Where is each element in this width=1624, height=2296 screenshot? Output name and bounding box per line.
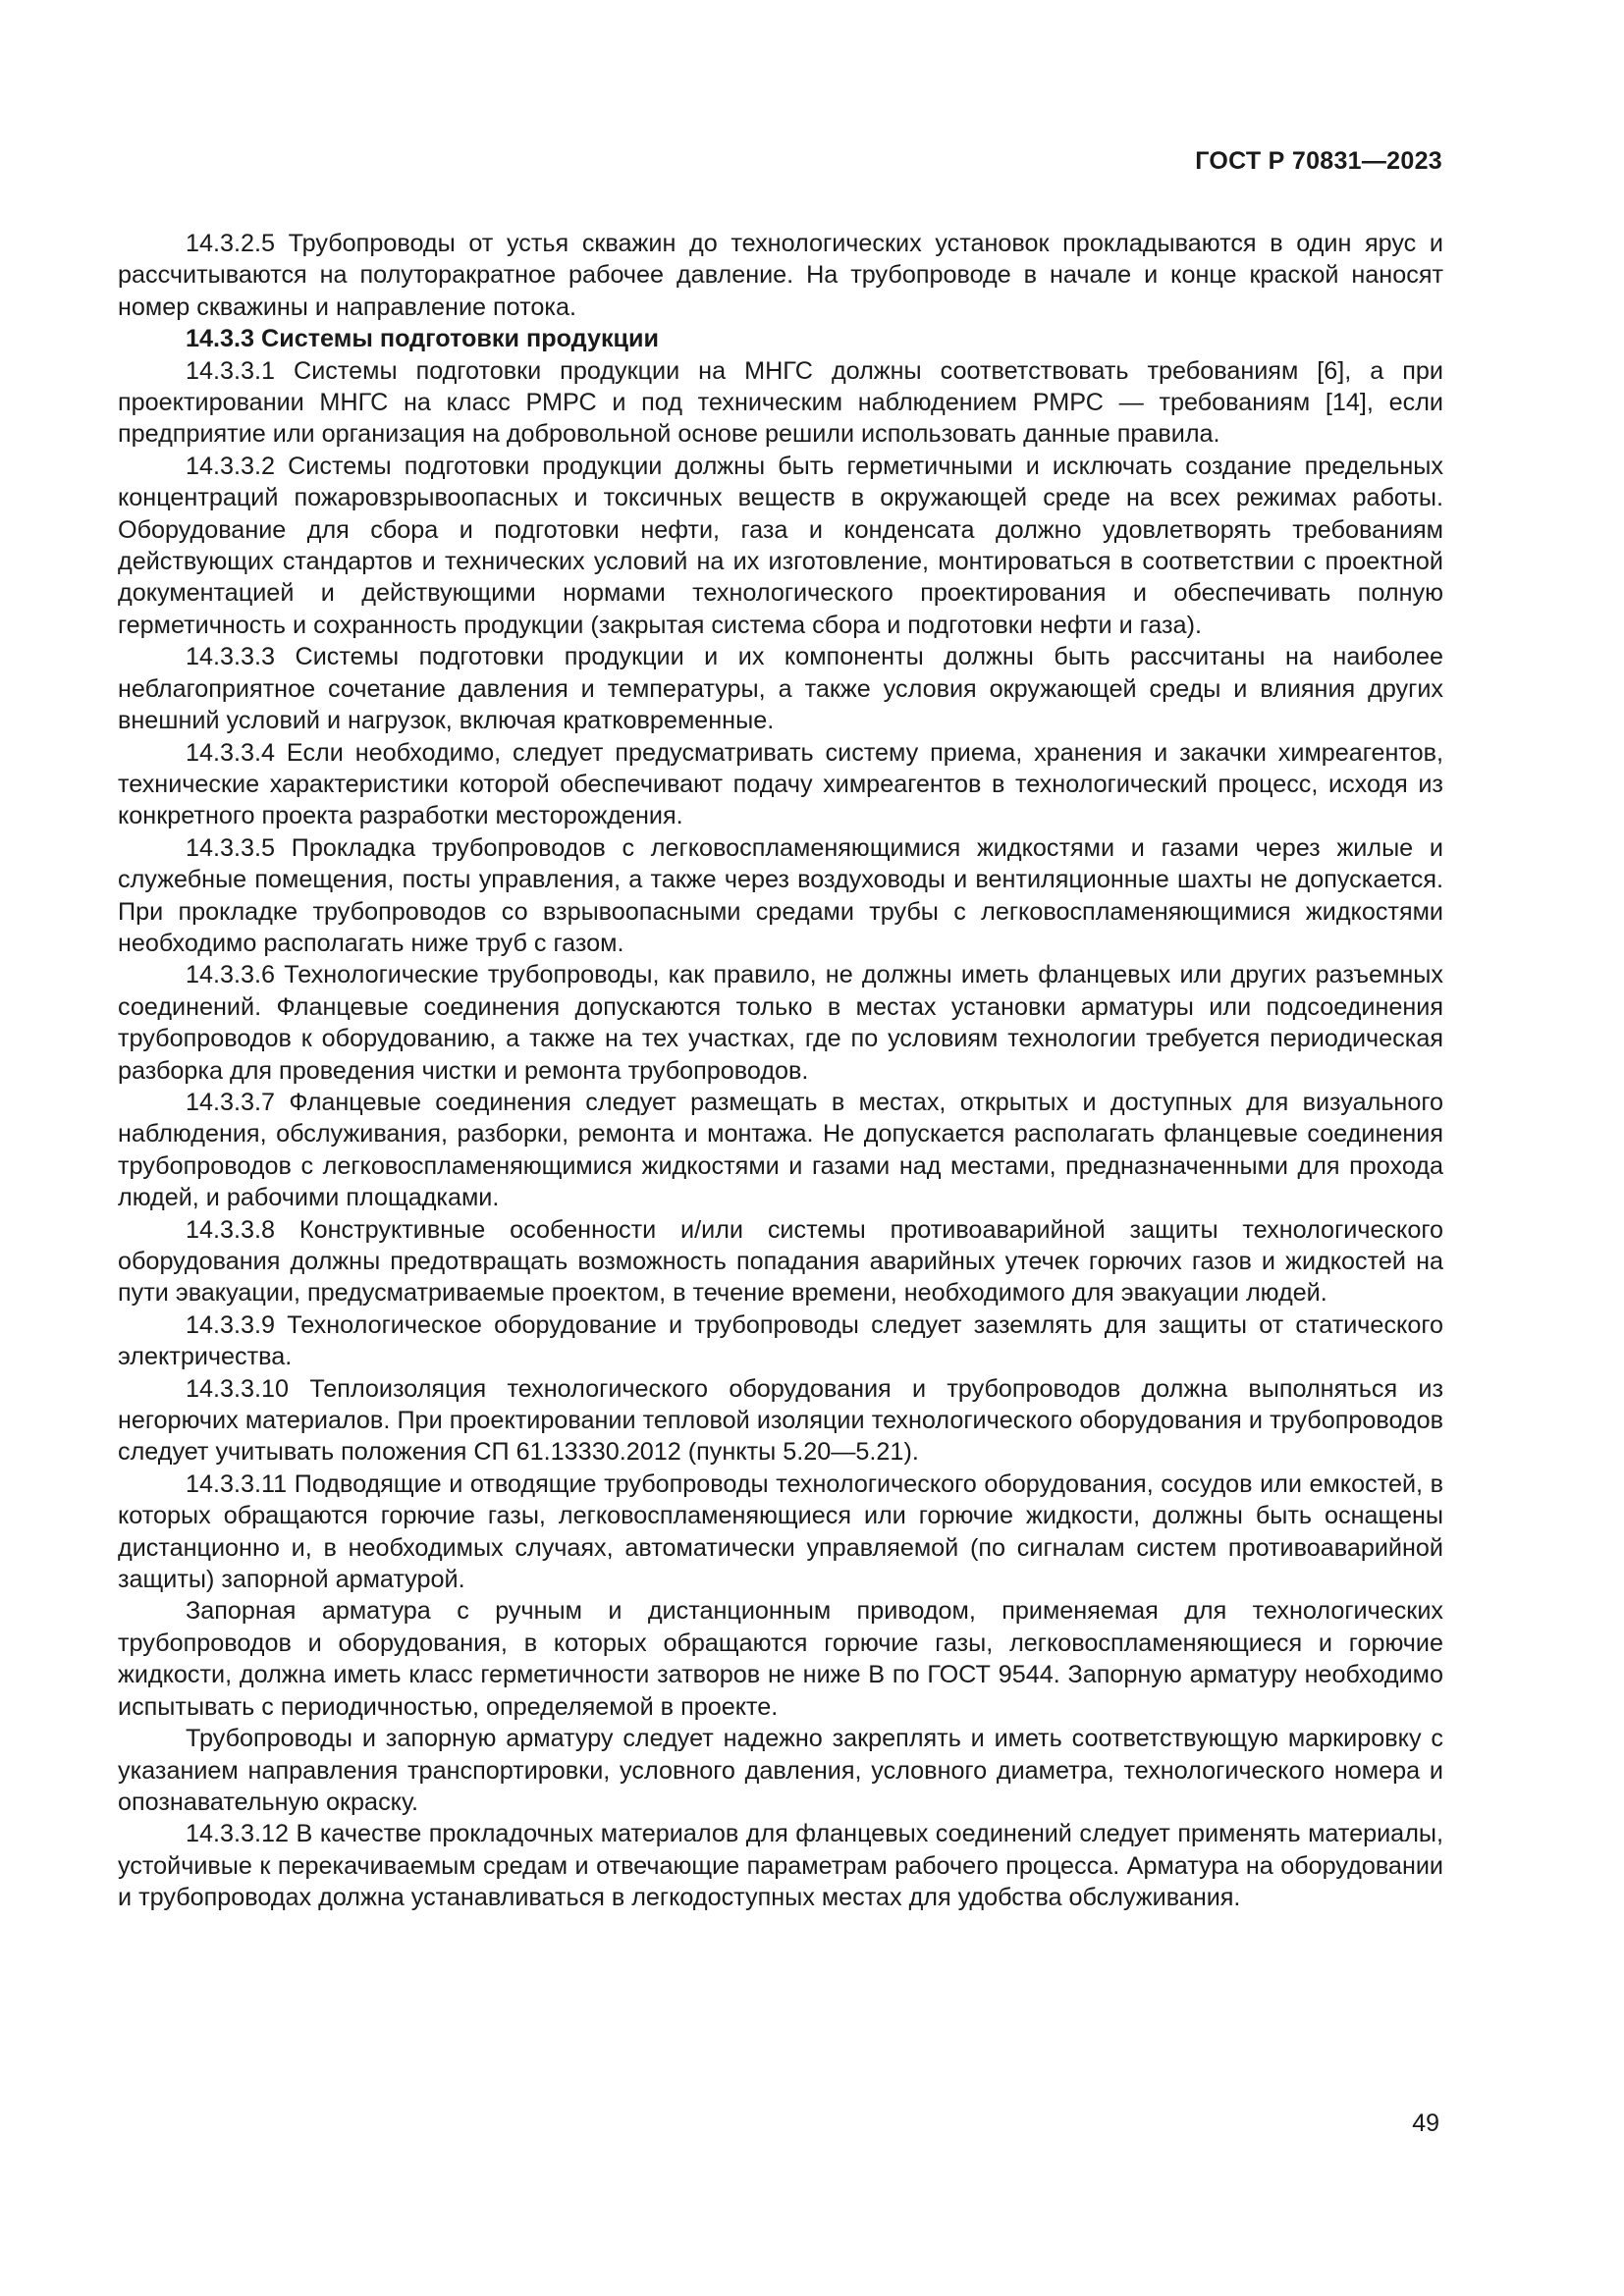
section-heading-14-3-3: 14.3.3 Системы подготовки продукции	[186, 325, 660, 353]
page-number: 49	[1412, 2109, 1439, 2137]
document-body	[118, 228, 1443, 1914]
paragraph-14-3-2-5: 14.3.2.5 Трубопроводы от устья скважин до технологических установок прокладываются в один ярус и рассчитываются на полуторакратное рабочее давление. На трубопроводе в начале и конце краской наносят номер скважины и направление потока.	[118, 230, 1443, 321]
paragraph-14-3-3-2: 14.3.3.2 Системы подготовки продукции должны быть герметичными и исключать создание предельных концентраций пожаровзрывоопасных и токсичных веществ в окружающей среде на всех режимах работы. Оборудование для сбора и подготовки нефти, газа и конденсата должно удовлетворять требованиям действующих стандартов и технических условий на их изготовление, монтироваться в соответствии с проектной документацией и действующими нормами технологического проектирования и обеспечивать полную герметичность и сохранность продукции (закрытая система сбора и подготовки нефти и газа).	[118, 452, 1443, 639]
paragraph-14-3-3-8: 14.3.3.8 Конструктивные особенности и/или системы противоаварийной защиты технологического оборудования должны предотвращать возможность попадания аварийных утечек горючих газов и жидкостей на пути эвакуации, предусматриваемые проектом, в течение времени, необходимого для эвакуации людей.	[118, 1215, 1443, 1308]
paragraph-14-3-3-7: 14.3.3.7 Фланцевые соединения следует размещать в местах, открытых и доступных для визуального наблюдения, обслуживания, разборки, ремонта и монтажа. Не допускается располагать фланцевые соединения трубопроводов с легковоспламеняющимися жидкостями и газами над местами, предназначенными для прохода людей, и рабочими площадками.	[118, 1088, 1443, 1212]
paragraph-valves: Запорная арматура с ручным и дистанционным приводом, применяемая для технологических трубопроводов и оборудования, в которых обращаются горючие газы, легковоспламеняющиеся и горючие жидкости, должна иметь класс герметичности затворов не ниже В по ГОСТ 9544. Запорную арматуру необходимо испытывать с периодичностью, определяемой в проекте.	[118, 1597, 1443, 1721]
paragraph-14-3-3-1: 14.3.3.1 Системы подготовки продукции на МНГС должны соответствовать требованиям [6], а при проектировании МНГС на класс РМРС и под техническим наблюдением РМРС — требованиям [14], если предприятие или организация на добровольной основе решили использовать данные правила.	[118, 356, 1443, 449]
paragraph-14-3-3-3: 14.3.3.3 Системы подготовки продукции и их компоненты должны быть рассчитаны на наиболее неблагоприятное сочетание давления и температуры, а также условия окружающей среды и влияния других внешний условий и нагрузок, включая кратковременные.	[118, 643, 1443, 735]
paragraph-14-3-3-10: 14.3.3.10 Теплоизоляция технологического оборудования и трубопроводов должна выполняться из негорючих материалов. При проектировании тепловой изоляции технологического оборудования и трубопроводов следует учитывать положения СП 61.13330.2012 (пункты 5.20—5.21).	[118, 1374, 1443, 1467]
paragraph-14-3-3-9: 14.3.3.9 Технологическое оборудование и трубопроводы следует заземлять для защиты от статического электричества.	[118, 1310, 1443, 1371]
paragraph-14-3-3-11: 14.3.3.11 Подводящие и отводящие трубопроводы технологического оборудования, сосудов или емкостей, в которых обращаются горючие газы, легковоспламеняющиеся или горючие жидкости, должны быть оснащены дистанционно и, в необходимых случаях, автоматически управляемой (по сигналам систем противоаварийной защиты) запорной арматурой.	[118, 1469, 1443, 1594]
document-header: ГОСТ Р 70831—2023	[1195, 147, 1442, 175]
paragraph-14-3-3-12: 14.3.3.12 В качестве прокладочных материалов для фланцевых соединений следует применять материалы, устойчивые к перекачиваемым средам и отвечающие параметрам рабочего процесса. Арматура на оборудовании и трубопроводах должна устанавливаться в легкодоступных местах для удобства обслуживания.	[118, 1820, 1443, 1912]
paragraph-14-3-3-4: 14.3.3.4 Если необходимо, следует предусматривать систему приема, хранения и закачки химреагентов, технические характеристики которой обеспечивают подачу химреагентов в технологический процесс, исходя из конкретного проекта разработки месторождения.	[118, 738, 1443, 830]
paragraph-14-3-3-5: 14.3.3.5 Прокладка трубопроводов с легковоспламеняющимися жидкостями и газами через жилые и служебные помещения, посты управления, а также через воздуховоды и вентиляционные шахты не допускается. При прокладке трубопроводов со взрывоопасными средами трубы с легковоспламеняющимися жидкостями необходимо располагать ниже труб с газом.	[118, 833, 1443, 957]
paragraph-marking: Трубопроводы и запорную арматуру следует надежно закреплять и иметь соответствующую маркировку с указанием направления транспортировки, условного давления, условного диаметра, технологического номера и опознавательную окраску.	[118, 1725, 1443, 1816]
paragraph-14-3-3-6: 14.3.3.6 Технологические трубопроводы, как правило, не должны иметь фланцевых или других разъемных соединений. Фланцевые соединения допускаются только в местах установки арматуры или подсоединения трубопроводов к оборудованию, а также на тех участках, где по условиям технологии требуется периодическая разборка для проведения чистки и ремонта трубопроводов.	[118, 961, 1443, 1085]
